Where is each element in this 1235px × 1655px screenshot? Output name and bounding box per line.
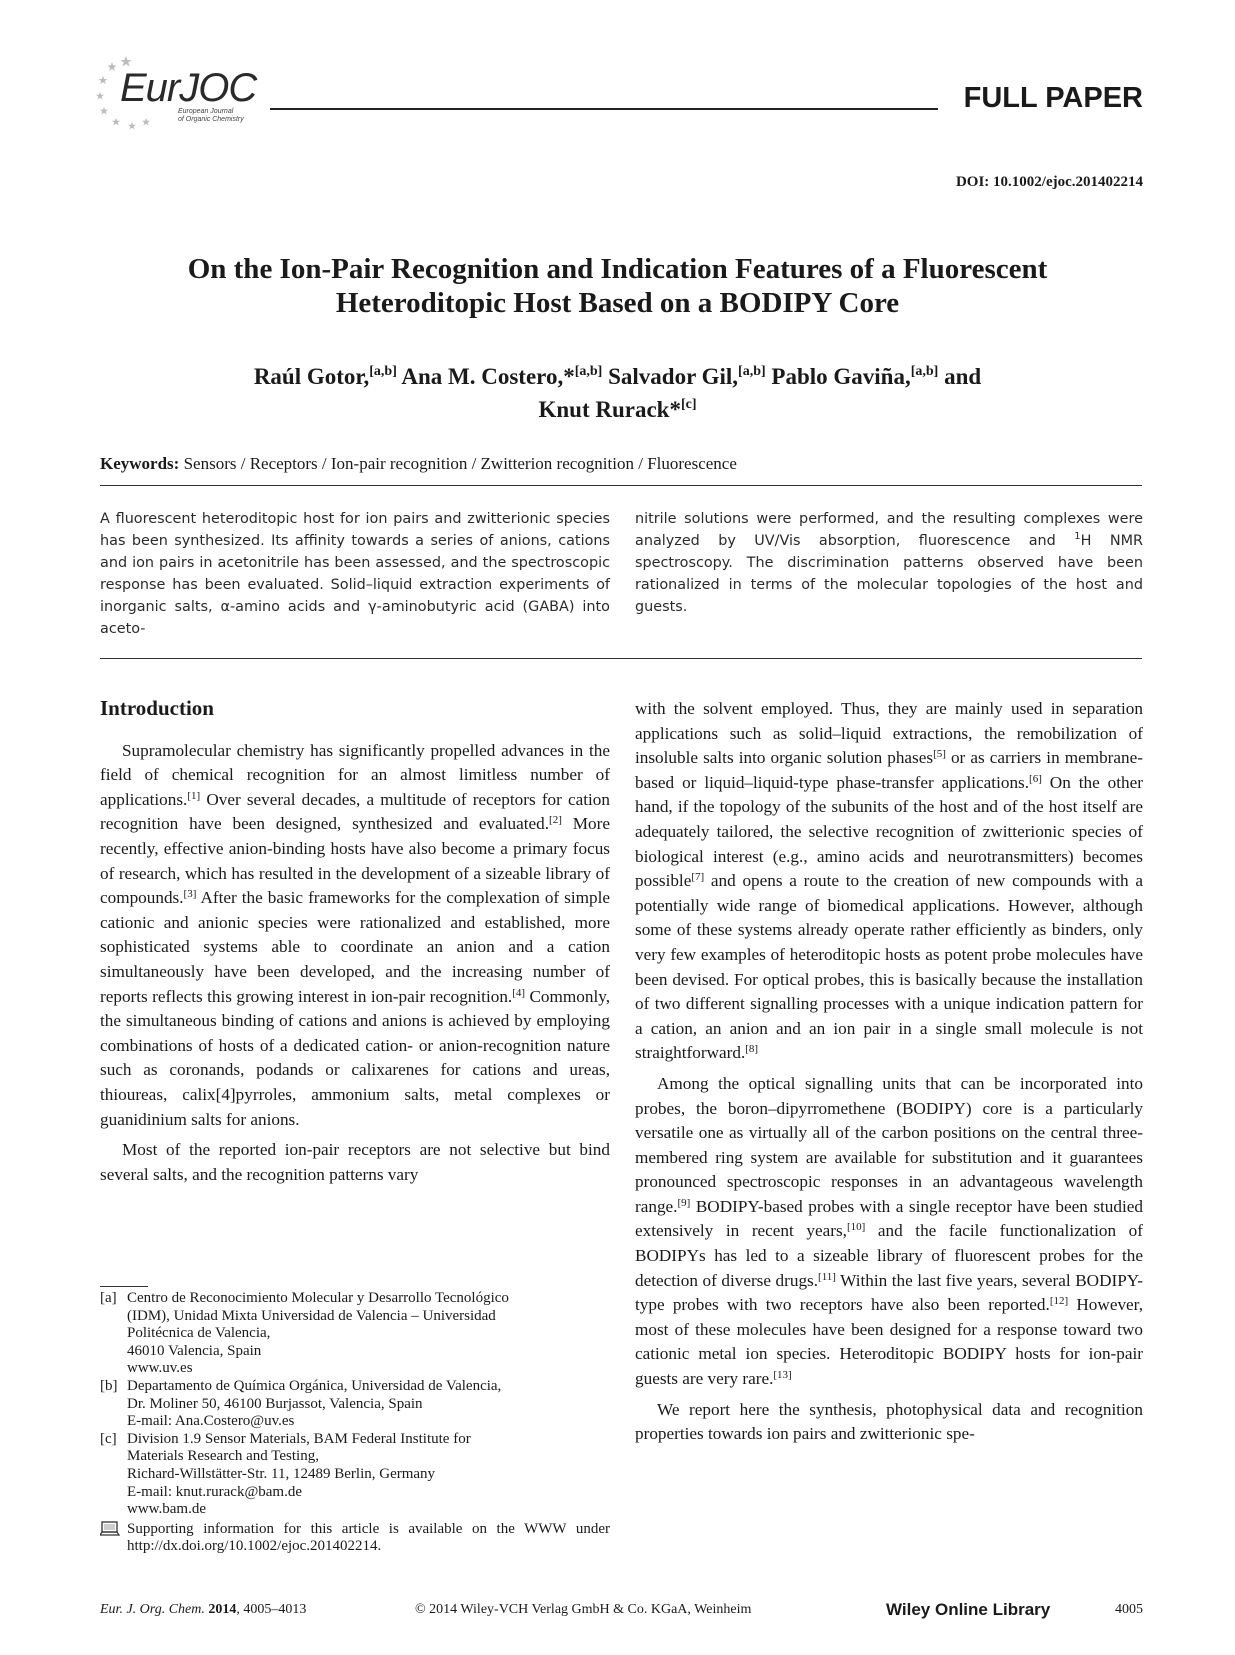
abstract-bottom-rule	[100, 658, 1142, 659]
paragraph: with the solvent employed. Thus, they are mainly used in separation applications such as solid–liquid extractions, the remobilization of insoluble salts into organic solution phases[5] or as carriers in membrane-based or liquid–liquid-type phase-transfer applications.[6] On the other hand, if the topology of the subunits of the host and of the host itself are adequately tailored, the selective recognition of zwitterionic species of biological interest (e.g., amino acids and neurotransmitters) becomes possible[7] and opens a route to the creation of new compounds with a potentially wide range of biomedical applications. However, although some of these systems already operate rather efficiently as binders, only very few examples of heteroditopic hosts as potent probe molecules have been devised. For optical probes, this is basically because the installation of two different signalling processes with a unique indication pattern for a cation, an anion and an ion pair in a single small molecule is not straightforward.[8]	[635, 699, 1143, 1063]
citation-ref[interactable]: [13]	[773, 1369, 792, 1382]
author-affiliation: [a,b]	[574, 364, 603, 379]
header-rule	[270, 108, 938, 110]
citation-ref[interactable]: [7]	[691, 871, 705, 884]
author-name: Raúl Gotor,	[253, 364, 370, 389]
abstract-right: nitrile solutions were performed, and the resulting complexes were analyzed by UV/Vis absorption, fluorescence and $^1$H NMR spectroscopy. The discrimination patterns observed have been rationalized in terms of the molecular topologies of the host and guests.	[635, 511, 1143, 615]
footnotes	[100, 1290, 610, 1556]
citation-ref[interactable]: [10]	[846, 1221, 866, 1234]
author-name: Knut Rurack*	[538, 397, 681, 422]
paragraph: Most of the reported ion-pair receptors are not selective but bind several salts, and the recognition patterns vary	[100, 1140, 610, 1184]
footnote-affiliation: [b] Departamento de Química Orgánica, Universidad de Valencia, Dr. Moliner 50, 46100 Burjassot, Valencia, Spain E-mail: Ana.Costero@uv.es	[100, 1377, 502, 1430]
footnote-rule	[100, 1286, 148, 1287]
abstract-left: A fluorescent heteroditopic host for ion pairs and zwitterionic species has been synthesized. Its affinity towards a series of anions, cations and ion pairs in acetonitrile has been assessed, and the spectroscopic response has been evaluated. Solid–liquid extraction experiments of inorganic salts, α-amino acids and γ-aminobutyric acid (GABA) into aceto-	[100, 511, 610, 637]
citation-ref[interactable]: [2]	[549, 814, 562, 827]
footer-copyright: © 2014 Wiley-VCH Verlag GmbH & Co. KGaA, Weinheim	[415, 1602, 752, 1617]
citation-ref[interactable]: [5]	[933, 748, 946, 761]
citation-ref[interactable]: [4]	[512, 986, 526, 999]
paragraph: We report here the synthesis, photophysical data and recognition properties towards ion pairs and zwitterionic spe-	[635, 1399, 1143, 1444]
author-name: Ana M. Costero,*	[401, 364, 575, 389]
body-column-right	[635, 697, 1143, 1447]
author-name: Pablo Gaviña,	[771, 364, 911, 389]
author-affiliation: [a,b]	[910, 364, 939, 379]
abstract-top-rule	[100, 485, 1142, 486]
author-affiliation: [a,b]	[738, 364, 766, 379]
footnote-affiliation: [a] Centro de Reconocimiento Molecular y Desarrollo Tecnológico (IDM), Unidad Mixta Universidad de Valencia – Universidad Politécnica de Valencia, 46010 Valencia, Spain www.uv.es	[100, 1290, 509, 1377]
section-label: FULL PAPER	[963, 82, 1143, 114]
citation-ref[interactable]: [12]	[1049, 1295, 1069, 1308]
keywords-label: Keywords:	[100, 454, 180, 473]
citation-ref[interactable]: [6]	[1029, 772, 1042, 785]
section-heading-introduction: Introduction	[100, 696, 214, 720]
article-title: On the Ion-Pair Recognition and Indication Features of a Fluorescent Heteroditopic Host Based on a BODIPY Core	[187, 253, 1048, 319]
logo-wordmark: EurJOC	[120, 66, 257, 110]
body-column-left	[100, 696, 610, 1187]
footer-library: Wiley Online Library	[886, 1600, 1051, 1619]
author-affiliation: [a,b]	[369, 364, 397, 379]
page-number: 4005	[1115, 1602, 1143, 1617]
author-list: Raúl Gotor,[a,b] Ana M. Costero,*[a,b] Salvador Gil,[a,b] Pablo Gaviña,[a,b] and Knut Rurack*[c]	[253, 364, 982, 422]
footnote-affiliation: [c] Division 1.9 Sensor Materials, BAM Federal Institute for Materials Research and Testing, Richard-Willstätter-Str. 11, 12489 Berlin, Germany E-mail: knut.rurack@bam.de www.bam.de	[100, 1430, 471, 1518]
keywords	[100, 454, 737, 474]
logo-subtitle: European Journal of Organic Chemistry	[178, 108, 244, 123]
footer-citation: Eur. J. Org. Chem. 2014, 4005–4013	[100, 1602, 307, 1617]
supporting-info-note: Supporting information for this article is available on the WWW under http://dx.doi.org/10.1002/ejoc.201402214.	[100, 1521, 610, 1556]
journal-logo	[96, 52, 266, 140]
keywords-text: Sensors / Receptors / Ion-pair recognition / Zwitterion recognition / Fluorescence	[183, 454, 737, 473]
citation-ref[interactable]: [3]	[183, 888, 197, 901]
citation-ref[interactable]: [9]	[677, 1196, 691, 1209]
paragraph: Supramolecular chemistry has significantly propelled advances in the field of chemical recognition for an almost limitless number of applications.[1] Over several decades, a multitude of receptors for cation recognition have been designed, synthesized and evaluated.[2] More recently, effective anion-binding hosts have also become a primary focus of research, which has resulted in the development of a sizeable library of compounds.[3] After the basic frameworks for the complexation of simple cationic and anionic species were rationalized and established, more sophisticated systems able to coordinate an anion and a cation simultaneously have been developed, and the increasing number of reports reflects this growing interest in ion-pair recognition.[4] Commonly, the simultaneous binding of cations and anions is achieved by employing combinations of hosts of a dedicated cation- or anion-recognition nature such as coronands, podands or calixarenes for cations and ureas, thioureas, calix[4]pyrroles, ammonium salts, metal complexes or guanidinium salts for anions.	[100, 740, 610, 1129]
citation-ref[interactable]: [11]	[818, 1270, 836, 1283]
paragraph: Among the optical signalling units that can be incorporated into probes, the boron–dipyrromethene (BODIPY) core is a particularly versatile one as virtually all of the carbon positions on the central three-membered ring system are available for substitution and it guarantees pronounced spectroscopic responses in an advantageous wavelength range.[9] BODIPY-based probes with a single receptor have been studied extensively in recent years,[10] and the facile functionalization of BODIPYs has led to a sizeable library of fluorescent probes for the detection of diverse drugs.[11] Within the last five years, several BODIPY-type probes with two receptors have also been reported.[12] However, most of these molecules have been designed for a response toward two cationic metal ion species. Heteroditopic BODIPY hosts for ion-pair guests are very rare.[13]	[635, 1073, 1144, 1389]
citation-ref[interactable]: [8]	[745, 1043, 759, 1056]
author-affiliation: [c]	[680, 397, 697, 412]
doi: DOI: 10.1002/ejoc.201402214	[955, 174, 1143, 190]
author-name: Salvador Gil,	[608, 364, 739, 389]
citation-ref[interactable]: [1]	[187, 789, 201, 802]
computer-icon	[100, 1521, 127, 1556]
